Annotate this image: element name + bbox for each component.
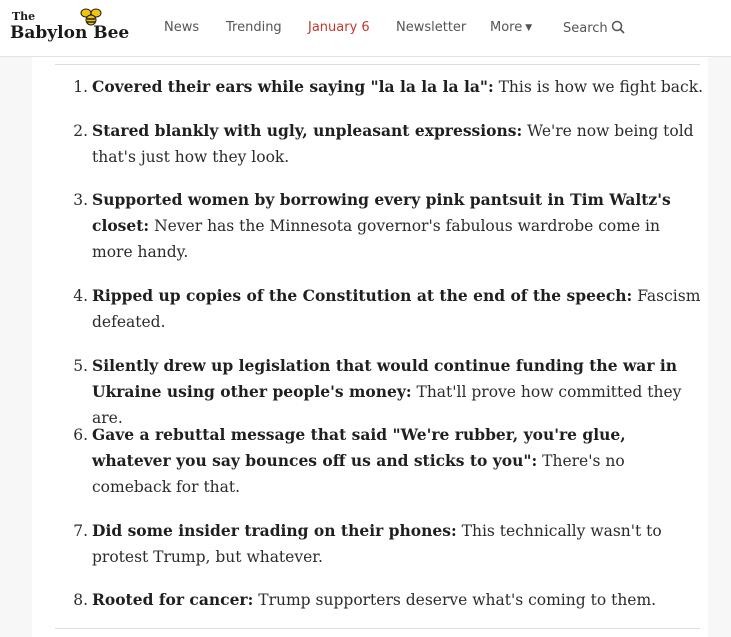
list-item-text: This is how we fight back. xyxy=(493,78,704,96)
top-nav-bar xyxy=(0,0,731,57)
list-item-heading: Did some insider trading on their phones: xyxy=(92,521,457,540)
list-item-text: That'll prove how committed they are. xyxy=(92,383,682,427)
list-item xyxy=(73,422,704,500)
list-item xyxy=(73,518,704,570)
list-item xyxy=(73,587,704,613)
list-number: 3. xyxy=(73,191,88,209)
list-number: 5. xyxy=(73,357,88,375)
list-item-heading: Stared blankly with ugly, unpleasant expressions: xyxy=(92,121,523,140)
list-item xyxy=(73,353,704,431)
list-item xyxy=(73,74,704,100)
list-number: 7. xyxy=(73,522,88,540)
nav-search[interactable] xyxy=(563,20,625,38)
nav-news[interactable]: News xyxy=(164,20,200,35)
list-item-heading: Ripped up copies of the Constitution at the end of the speech: xyxy=(92,286,633,305)
list-item-heading: Silently drew up legislation that would continue funding the war in Ukraine using other people's money: xyxy=(92,356,678,401)
nav-trending[interactable]: Trending xyxy=(226,20,282,35)
search-icon xyxy=(611,20,625,38)
list-item xyxy=(73,187,704,265)
nav-january-6[interactable]: January 6 xyxy=(308,20,370,35)
nav-more[interactable] xyxy=(490,20,532,35)
list-item-text: Trump supporters deserve what's coming to them. xyxy=(253,591,657,609)
list-item xyxy=(73,118,704,170)
list-number: 4. xyxy=(73,287,88,305)
divider xyxy=(55,628,700,629)
list-item-text: Fascism defeated. xyxy=(92,287,701,331)
list-item-heading: Covered their ears while saying "la la la la la": xyxy=(92,77,494,96)
list-item-heading: Supported women by borrowing every pink pantsuit in Tim Waltz's closet: xyxy=(92,190,671,235)
list-number: 6. xyxy=(73,426,88,444)
nav-more-label: More xyxy=(490,20,523,35)
logo-name-text: Babylon Bee xyxy=(10,23,130,43)
list-number: 1. xyxy=(73,78,88,96)
list-number: 8. xyxy=(73,591,88,609)
site-logo[interactable] xyxy=(10,10,135,44)
divider xyxy=(55,64,700,65)
list-item-text: There's no comeback for that. xyxy=(92,452,625,496)
list-number: 2. xyxy=(73,122,88,140)
list-item-heading: Rooted for cancer: xyxy=(92,590,254,609)
logo-the-text: The xyxy=(12,10,36,23)
list-item-text: We're now being told that's just how they look. xyxy=(92,122,694,166)
list-item-text: Never has the Minnesota governor's fabulous wardrobe come in more handy. xyxy=(92,217,660,261)
nav-newsletter[interactable]: Newsletter xyxy=(396,20,467,35)
chevron-down-icon: ▼ xyxy=(525,23,533,33)
list-item-text: This technically wasn't to protest Trump, but whatever. xyxy=(92,522,662,566)
nav-search-label: Search xyxy=(563,21,608,36)
list-item xyxy=(73,283,704,335)
list-item-heading: Gave a rebuttal message that said "We're rubber, you're glue, whatever you say bounces off us and sticks to you": xyxy=(92,425,626,470)
